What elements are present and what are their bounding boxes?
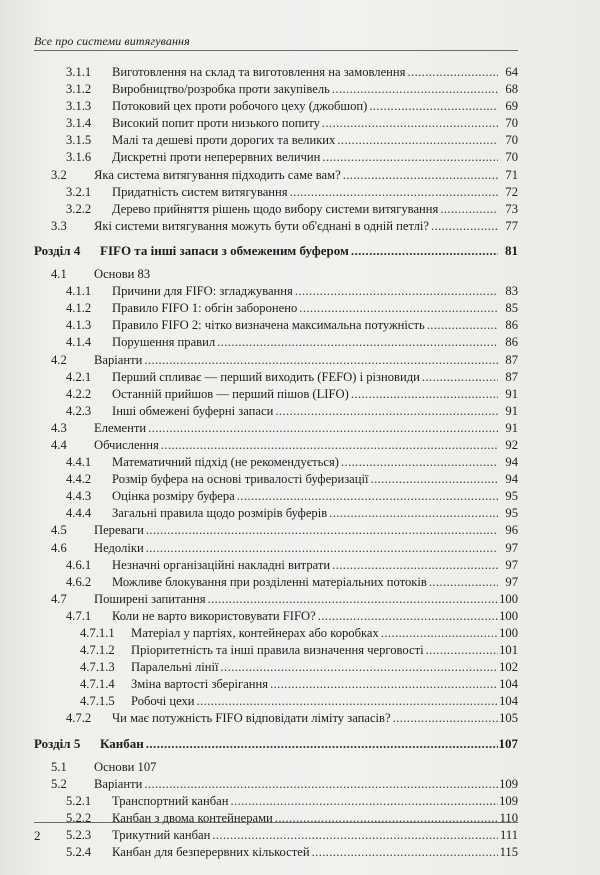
toc-entry-number: 4.7.1.5: [80, 694, 115, 709]
toc-entry-number: 4.7: [51, 591, 67, 606]
toc-entry-title: [94, 759, 518, 776]
dot-leader: [381, 625, 498, 642]
toc-entry-number: 4.6: [51, 540, 67, 555]
toc-entry-page: 101: [499, 643, 518, 658]
toc-entry-title-text: Недоліки: [94, 540, 144, 555]
toc-entry-title: [112, 793, 498, 810]
toc-entry-title-text: Причини для FIFO: згладжування: [112, 284, 293, 299]
dot-leader: [393, 710, 498, 727]
toc-entry-title-text: Поширені запитання: [94, 591, 206, 606]
toc-entry-number: 4.1.3: [66, 318, 92, 333]
toc-entry-title-text: Виробництво/розробка проти закупівель: [112, 82, 330, 97]
toc-entry-page: 96: [505, 523, 518, 538]
dot-leader: [144, 776, 498, 793]
toc-entry: [34, 149, 518, 166]
dot-leader: [341, 454, 498, 471]
toc-entry: [34, 334, 518, 351]
dot-leader: [290, 184, 498, 201]
toc-entry-title: [112, 283, 498, 300]
toc-entry-title-text: Транспортний канбан: [112, 793, 229, 808]
toc-entry-title: [112, 386, 498, 403]
toc-entry-title: [112, 300, 498, 317]
toc-entry: [34, 352, 518, 369]
toc-entry-page: 91: [505, 386, 518, 401]
toc-entry: [34, 625, 518, 642]
toc-entry: [34, 471, 518, 488]
toc-entry-title-text: Канбан з двома контейнерами: [112, 810, 273, 825]
toc-entry: [34, 693, 518, 710]
dot-leader: [237, 488, 498, 505]
toc-entry-title: [94, 776, 498, 793]
toc-entry-title-text: Варіанти: [94, 776, 143, 791]
toc-entry-page: 92: [505, 437, 518, 452]
toc-entry-title-text: Дискретні проти неперервних величин: [112, 150, 321, 165]
toc-entry-number: 4.4.3: [66, 489, 92, 504]
toc-entry-title-text: Яка система витягування підходить саме вам?: [94, 167, 341, 182]
toc-entry-number: Розділ 5: [34, 735, 81, 751]
toc-entry: [34, 132, 518, 149]
toc-entry-title-text: Трикутний канбан: [112, 828, 211, 843]
toc-entry-page: 97: [505, 557, 518, 572]
toc-entry-title: [94, 266, 518, 283]
toc-entry-title: [112, 369, 498, 386]
toc-entry-title: [112, 810, 498, 827]
toc-entry-number: 4.7.1.4: [80, 677, 115, 692]
dot-leader: [275, 403, 498, 420]
toc-entry: [34, 115, 518, 132]
toc-entry-page: 73: [505, 201, 518, 216]
toc-entry-page: 85: [505, 301, 518, 316]
toc-entry: [34, 608, 518, 625]
toc-entry: [34, 710, 518, 727]
toc-entry-page: 115: [499, 845, 518, 860]
toc-entry-number: 4.7.1: [66, 608, 92, 623]
toc-entry-title-text: Правило FIFO 2: чітко визначена максимальна потужність: [112, 318, 425, 333]
dot-leader: [144, 352, 498, 369]
dot-leader: [332, 81, 498, 98]
toc-entry-title: [94, 522, 498, 539]
toc-entry-title: [112, 64, 498, 81]
toc-entry-page: 97: [505, 540, 518, 555]
toc-entry-page: 87: [505, 369, 518, 384]
toc-entry-page: 109: [499, 793, 518, 808]
toc-entry-page: 100: [499, 591, 518, 606]
toc-entry-page: 102: [499, 660, 518, 675]
toc-entry-title-text: Виготовлення на склад та виготовлення на замовлення: [112, 65, 406, 79]
toc-entry-title-text: Незначні організаційні накладні витрати: [112, 557, 331, 572]
toc-entry: [34, 810, 518, 827]
toc-entry-page: 70: [505, 116, 518, 131]
toc-entry-page: 70: [505, 150, 518, 165]
toc-entry-number: 3.1.5: [66, 133, 92, 148]
toc-entry-title: [94, 437, 498, 454]
toc-entry-page: 81: [505, 242, 518, 258]
toc-entry-title: [112, 184, 498, 201]
toc-entry: [34, 793, 518, 810]
toc-entry: [34, 574, 518, 591]
toc-entry-title: [112, 201, 498, 218]
toc-entry-page: 86: [505, 318, 518, 333]
toc-entry-title: [112, 505, 498, 522]
toc-entry-title: [131, 659, 498, 676]
toc-entry-page: 71: [505, 167, 518, 182]
toc-entry-page: 86: [505, 335, 518, 350]
toc-entry-title-text: Робочі цехи: [131, 694, 195, 709]
toc-entry-page: 94: [505, 455, 518, 470]
toc-entry: [34, 454, 518, 471]
toc-entry: [34, 64, 518, 81]
toc-entry: [34, 369, 518, 386]
toc-entry-title-text: Канбан: [100, 735, 144, 751]
toc-entry: [34, 81, 518, 98]
toc-entry-page: 104: [499, 694, 518, 709]
toc-entry-number: 4.1.2: [66, 301, 92, 316]
toc-entry-title: [112, 132, 498, 149]
toc-entry-title-text: Потоковий цех проти робочого цеху (джобшоп): [112, 99, 368, 114]
toc-entry-page: 68: [505, 82, 518, 97]
toc-entry-page: 107: [498, 735, 518, 751]
toc-entry-title-text: Правило FIFO 1: обгін заборонено: [112, 301, 298, 316]
toc-entry-title: [112, 844, 498, 861]
dot-leader: [217, 334, 498, 351]
toc-entry: [34, 98, 518, 115]
toc-entry-title: [94, 167, 498, 184]
toc-entry-number: 4.6.2: [66, 574, 92, 589]
toc-entry-title-text: Загальні правила щодо розмірів буферів: [112, 506, 328, 521]
toc-entry: [34, 386, 518, 403]
toc-entry: [34, 642, 518, 659]
toc-entry: [34, 676, 518, 693]
toc-entry-title: [112, 574, 498, 591]
toc-entry-page: 87: [505, 352, 518, 367]
header-rule: [34, 50, 518, 51]
toc-entry-number: 3.1.1: [66, 65, 92, 79]
toc-entry-title: [112, 98, 498, 115]
toc-entry-title: [112, 557, 498, 574]
toc-entry: [34, 283, 518, 300]
dot-leader: [146, 522, 498, 539]
toc-entry-page: 91: [505, 403, 518, 418]
toc-entry-title: [131, 676, 498, 693]
toc-entry: [34, 844, 518, 861]
toc-entry-title: [94, 420, 498, 437]
toc-entry-number: 4.7.1.2: [80, 643, 115, 658]
toc-entry-title-text: Інші обмежені буферні запаси: [112, 403, 274, 418]
toc-entry: [34, 505, 518, 522]
dot-leader: [343, 167, 498, 184]
toc-entry-title: [112, 488, 498, 505]
dot-leader: [318, 608, 498, 625]
toc-entry: [34, 522, 518, 539]
dot-leader: [322, 115, 498, 132]
toc-entry-number: 4.7.1.1: [80, 626, 115, 640]
toc-entry-title: [94, 591, 498, 608]
toc-entry-number: 4.6.1: [66, 557, 92, 572]
toc-entry-page: 105: [499, 711, 518, 726]
toc-entry-number: 4.2: [51, 352, 67, 367]
toc-entry-title-text: Малі та дешеві проти дорогих та великих: [112, 133, 336, 148]
toc-entry-title-text: Чи має потужність FIFO відповідати ліміту запасів?: [112, 711, 391, 726]
toc-entry-page: 91: [505, 420, 518, 435]
dot-leader: [299, 300, 498, 317]
toc-entry-title: [112, 317, 498, 334]
toc-entry-title-text: Пріоритетність та інші правила визначення черговості: [131, 643, 424, 658]
dot-leader: [429, 574, 498, 591]
toc-entry-title: [100, 735, 498, 752]
dot-leader: [275, 810, 498, 827]
toc-entry-number: 4.1.4: [66, 335, 92, 350]
toc-entry: [34, 759, 518, 776]
toc-entry-page: 109: [499, 776, 518, 791]
toc-entry-page: 77: [505, 218, 518, 233]
toc-entry-number: 4.1.1: [66, 284, 92, 299]
dot-leader: [270, 676, 498, 693]
dot-leader: [322, 149, 498, 166]
toc-entry-title-text: Математичний підхід (не рекомендується): [112, 455, 339, 470]
toc-entry-title-text: Паралельні лінії: [131, 660, 219, 675]
toc-entry-title-text: Переваги: [94, 523, 144, 538]
running-head: Все про системи витягування: [34, 34, 190, 48]
toc-entry-title-text: Останній прийшов — перший пішов (LIFO): [112, 386, 349, 401]
toc-entry-title-text: Високий попит проти низького попиту: [112, 116, 320, 131]
toc-entry-number: 4.5: [51, 523, 67, 538]
toc-entry-title: [112, 827, 498, 844]
toc-entry-title: [112, 334, 498, 351]
toc-entry-title-text: Можливе блокування при розділенні матеріальних потоків: [112, 574, 427, 589]
toc-entry-title: [100, 242, 498, 259]
toc-entry: [34, 827, 518, 844]
toc-entry-title: [131, 642, 498, 659]
dot-leader: [197, 693, 498, 710]
toc-entry-title: [112, 454, 498, 471]
toc-entry-page: 110: [499, 810, 518, 825]
toc-entry-number: 5.2.1: [66, 793, 92, 808]
toc-entry: [34, 300, 518, 317]
toc-entry: [34, 266, 518, 283]
dot-leader: [369, 98, 498, 115]
toc-entry-number: 4.4: [51, 437, 67, 452]
toc-entry: [34, 540, 518, 557]
toc-entry: [34, 317, 518, 334]
toc-entry-number: 4.4.2: [66, 472, 92, 487]
toc-entry-number: 5.2.3: [66, 828, 92, 843]
toc-entry: [34, 659, 518, 676]
dot-leader: [295, 283, 498, 300]
toc-entry-number: 3.1.2: [66, 82, 92, 97]
toc-entry-page: 94: [505, 472, 518, 487]
toc-entry-title-text: Які системи витягування можуть бути об'єднані в одній петлі?: [94, 218, 430, 233]
toc-entry-number: 4.2.3: [66, 403, 92, 418]
toc-entry-title: [112, 471, 498, 488]
toc-entry-title: [94, 352, 498, 369]
toc-entry: [34, 218, 518, 235]
toc-entry-page: 111: [500, 828, 518, 843]
toc-entry-title-text: Дерево прийняття рішень щодо вибору системи витягування: [112, 201, 439, 216]
toc-entry: [34, 167, 518, 184]
toc-entry-title: [112, 115, 498, 132]
toc-entry-number: 3.1.4: [66, 116, 92, 131]
toc-entry-page: 69: [505, 99, 518, 114]
toc-entry-page: 95: [505, 506, 518, 521]
toc-entry-number: 4.1: [51, 267, 67, 282]
toc-entry-title: [94, 218, 498, 235]
dot-leader: [351, 386, 498, 403]
toc-entry-title-text: FIFO та інші запаси з обмеженим буфером: [100, 242, 349, 258]
toc-entry-title-text: Розмір буфера на основі тривалості буферизації: [112, 472, 369, 487]
toc-entry-page: 72: [505, 184, 518, 199]
toc-entry-page: 95: [505, 489, 518, 504]
dot-leader: [161, 437, 498, 454]
toc-entry-page: 83: [505, 284, 518, 299]
toc-entry: [34, 776, 518, 793]
dot-leader: [426, 642, 498, 659]
toc-entry-number: 4.4.1: [66, 455, 92, 470]
toc-entry-number: 3.3: [51, 218, 67, 233]
toc-entry-page: 100: [499, 626, 518, 640]
dot-leader: [440, 201, 498, 218]
toc-entry-number: 5.2.2: [66, 810, 92, 825]
dot-leader: [146, 540, 498, 557]
dot-leader: [329, 505, 498, 522]
toc-entry-number: 5.2: [51, 776, 67, 791]
toc-entry-title-text: Основи 83: [94, 267, 151, 282]
toc-entry: [34, 437, 518, 454]
toc-chapter-entry: [34, 242, 518, 259]
toc-entry-title: [112, 149, 498, 166]
toc-entry-title-text: Матеріал у партіях, контейнерах або коробках: [131, 626, 379, 640]
toc-entry-number: 3.1.3: [66, 99, 92, 114]
toc-entry-title-text: Варіанти: [94, 352, 143, 367]
footer-rule: [34, 822, 518, 823]
toc-entry: [34, 557, 518, 574]
toc-entry-title-text: Оцінка розміру буфера: [112, 489, 235, 504]
dot-leader: [351, 242, 498, 259]
toc-entry: [34, 184, 518, 201]
toc-entry-number: 3.2.2: [66, 201, 92, 216]
dot-leader: [422, 369, 498, 386]
dot-leader: [221, 659, 499, 676]
toc-entry-title: [112, 608, 498, 625]
toc-entry-page: 100: [499, 608, 518, 623]
dot-leader: [431, 218, 498, 235]
toc-entry-title: [131, 625, 498, 642]
toc-entry-number: 4.2.2: [66, 386, 92, 401]
toc-entry-number: 4.7.1.3: [80, 660, 115, 675]
toc-entry-number: 3.2.1: [66, 184, 92, 199]
dot-leader: [337, 132, 498, 149]
toc-entry-title-text: Елементи: [94, 420, 147, 435]
toc-entry-title-text: Зміна вартості зберігання: [131, 677, 269, 692]
dot-leader: [230, 793, 498, 810]
toc-entry-number: 4.3: [51, 420, 67, 435]
dot-leader: [148, 420, 498, 437]
dot-leader: [371, 471, 498, 488]
toc-entry-title: [94, 540, 498, 557]
table-of-contents: [34, 64, 518, 861]
toc-entry-title-text: Придатність систем витягування: [112, 184, 288, 199]
toc-entry: [34, 488, 518, 505]
toc-entry: [34, 403, 518, 420]
toc-entry-page: 64: [505, 65, 518, 79]
toc-entry-number: 3.1.6: [66, 150, 92, 165]
dot-leader: [208, 591, 499, 608]
toc-entry: [34, 420, 518, 437]
dot-leader: [407, 64, 498, 81]
dot-leader: [212, 827, 498, 844]
toc-entry-title-text: Канбан для безперервних кількостей: [112, 845, 310, 860]
toc-entry-title: [112, 403, 498, 420]
toc-entry-title-text: Порушення правил: [112, 335, 216, 350]
toc-entry-title-text: Обчислення: [94, 437, 159, 452]
toc-entry-page: 104: [499, 677, 518, 692]
toc-entry-page: 70: [505, 133, 518, 148]
dot-leader: [427, 317, 498, 334]
toc-entry-title: [112, 81, 498, 98]
toc-entry-number: Розділ 4: [34, 242, 81, 258]
toc-entry-title: [112, 710, 498, 727]
toc-entry-number: 5.2.4: [66, 845, 92, 860]
page-number: 2: [34, 828, 41, 843]
toc-entry-title-text: Коли не варто використовувати FIFO?: [112, 608, 316, 623]
toc-entry-number: 4.2.1: [66, 369, 92, 384]
toc-entry-title-text: Основи 107: [94, 759, 157, 774]
toc-entry-number: 4.7.2: [66, 711, 92, 726]
toc-entry: [34, 591, 518, 608]
dot-leader: [146, 735, 498, 752]
dot-leader: [332, 557, 498, 574]
toc-entry-title-text: Перший спливає — перший виходить (FEFO) і різновиди: [112, 369, 420, 384]
toc-entry-title: [131, 693, 498, 710]
toc-entry-number: 5.1: [51, 759, 67, 774]
toc-chapter-entry: [34, 735, 518, 752]
dot-leader: [312, 844, 498, 861]
toc-entry-number: 4.4.4: [66, 506, 92, 521]
toc-entry-number: 3.2: [51, 167, 67, 182]
toc-entry-page: 97: [505, 574, 518, 589]
toc-entry: [34, 201, 518, 218]
